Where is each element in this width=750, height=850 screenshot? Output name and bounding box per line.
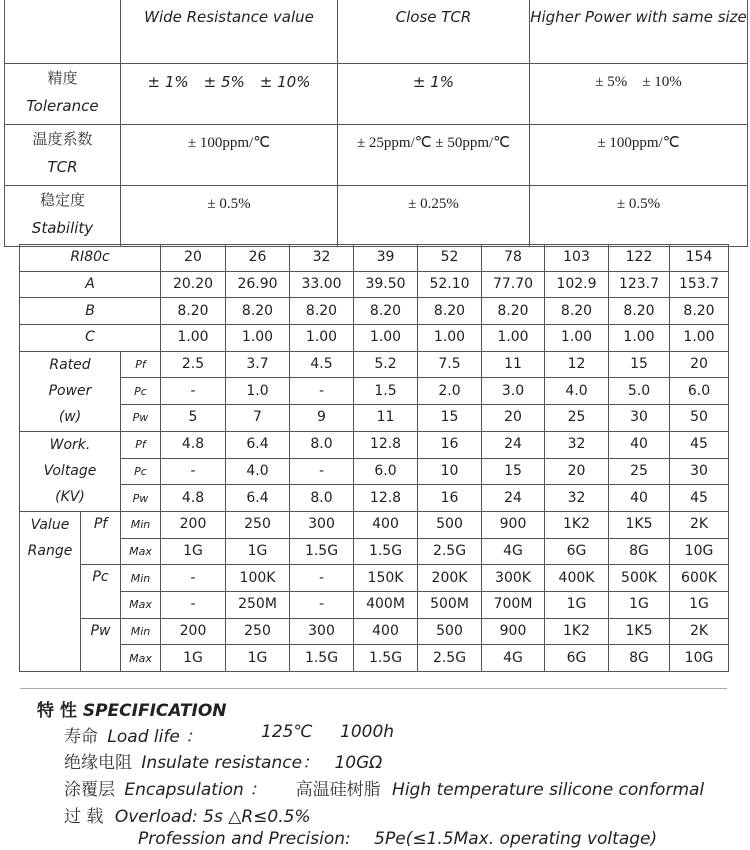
value-cell: 4.5	[290, 351, 354, 378]
tolerance-wide-value: ± 1% ± 5% ± 10%	[121, 64, 338, 125]
value-cell: 1K2	[545, 511, 609, 538]
value-cell: 4.8	[161, 431, 226, 458]
value-cell: 2K	[670, 511, 729, 538]
tolerance-higher-value: ± 5% ± 10%	[530, 64, 748, 125]
value-cell: 2.5	[161, 351, 226, 378]
rated-power-label	[20, 351, 121, 431]
value-cell: 1G	[161, 645, 226, 672]
value-cell: 8.20	[354, 298, 418, 325]
value-cell: -	[290, 565, 354, 592]
value-cell: 6G	[545, 645, 609, 672]
value-cell: 7	[226, 405, 290, 432]
value-cell: 250	[226, 618, 290, 645]
value-cell: 600K	[670, 565, 729, 592]
value-cell: -	[161, 378, 226, 405]
value-cell: 1G	[545, 591, 609, 618]
value-cell: 32	[545, 485, 609, 512]
work-voltage-sub-label: Pf	[121, 431, 161, 458]
rated-power-row-pw	[20, 405, 729, 432]
work-voltage-row-pf	[20, 431, 729, 458]
work-voltage-label-line: Voltage	[43, 462, 97, 479]
value-cell: 16	[418, 485, 482, 512]
stability-label: 稳定度 Stability	[5, 186, 121, 247]
stability-wide-value: ± 0.5%	[121, 186, 338, 247]
min-max-label: Min	[121, 618, 161, 645]
size-header-cell: 52	[418, 245, 482, 272]
value-cell: 8G	[609, 538, 670, 565]
value-cell: 33.00	[290, 271, 354, 298]
value-cell: 5.2	[354, 351, 418, 378]
dim-row-c	[20, 325, 729, 352]
value-cell: 500	[418, 511, 482, 538]
value-cell: 1.5G	[290, 645, 354, 672]
value-cell: 20.20	[161, 271, 226, 298]
rated-power-row-pc	[20, 378, 729, 405]
value-cell: 153.7	[670, 271, 729, 298]
size-header-cell: 103	[545, 245, 609, 272]
value-cell: 200	[161, 511, 226, 538]
value-cell: 8.0	[290, 431, 354, 458]
value-cell: 50	[670, 405, 729, 432]
value-cell: 8.20	[161, 298, 226, 325]
value-range-label-line: Range	[27, 542, 73, 559]
value-cell: 25	[609, 458, 670, 485]
rated-power-label-line: Power	[48, 382, 92, 399]
value-cell: 8.20	[418, 298, 482, 325]
value-cell: 8.20	[609, 298, 670, 325]
comparison-header-row	[5, 0, 748, 64]
work-voltage-row-pc	[20, 458, 729, 485]
value-cell: 30	[609, 405, 670, 432]
tcr-wide-value: ± 100ppm/℃	[121, 125, 338, 186]
value-range-row	[20, 538, 729, 565]
value-cell: 1K2	[545, 618, 609, 645]
stability-close-value: ± 0.25%	[338, 186, 530, 247]
value-cell: 8.20	[545, 298, 609, 325]
value-cell: 4G	[482, 645, 545, 672]
work-voltage-row-pw	[20, 485, 729, 512]
header-higher-power: Higher Power with same size	[530, 0, 748, 64]
model-label: RI80c	[20, 245, 161, 272]
specification-title: 特 性 SPECIFICATION	[37, 701, 227, 721]
value-cell: -	[161, 458, 226, 485]
tcr-higher-value: ± 100ppm/℃	[530, 125, 748, 186]
value-cell: 25	[545, 405, 609, 432]
rated-power-label-line: (w)	[58, 408, 82, 425]
value-range-group-label: Pf	[81, 511, 121, 564]
comparison-table	[4, 0, 748, 247]
value-cell: 1K5	[609, 511, 670, 538]
dim-row-b	[20, 298, 729, 325]
value-cell: 200	[161, 618, 226, 645]
value-cell: 1.00	[226, 325, 290, 352]
min-max-label: Min	[121, 565, 161, 592]
value-cell: 6.4	[226, 431, 290, 458]
value-cell: 400	[354, 511, 418, 538]
value-cell: 7.5	[418, 351, 482, 378]
tcr-row	[5, 125, 748, 186]
value-cell: 12.8	[354, 485, 418, 512]
rated-power-label-line: Rated	[49, 356, 91, 373]
value-cell: 16	[418, 431, 482, 458]
rated-power-sub-label: Pc	[121, 378, 161, 405]
dim-label: B	[20, 298, 161, 325]
value-cell: 4.8	[161, 485, 226, 512]
value-cell: 45	[670, 431, 729, 458]
value-cell: 400	[354, 618, 418, 645]
value-cell: 30	[670, 458, 729, 485]
value-cell: 10G	[670, 538, 729, 565]
value-cell: 150K	[354, 565, 418, 592]
value-cell: 40	[609, 431, 670, 458]
min-max-label: Min	[121, 511, 161, 538]
size-header-cell: 20	[161, 245, 226, 272]
value-cell: 1K5	[609, 618, 670, 645]
value-cell: 700M	[482, 591, 545, 618]
value-range-label	[20, 511, 81, 671]
value-cell: 1G	[226, 645, 290, 672]
work-voltage-label-line: Work.	[49, 436, 91, 453]
value-cell: 5	[161, 405, 226, 432]
value-cell: 3.0	[482, 378, 545, 405]
dim-label: A	[20, 271, 161, 298]
value-cell: 5.0	[609, 378, 670, 405]
work-voltage-label	[20, 431, 121, 511]
value-cell: 500K	[609, 565, 670, 592]
value-cell: 26.90	[226, 271, 290, 298]
value-cell: 32	[545, 431, 609, 458]
value-cell: 1.00	[161, 325, 226, 352]
rated-power-sub-label: Pf	[121, 351, 161, 378]
value-cell: 10G	[670, 645, 729, 672]
value-cell: 10	[418, 458, 482, 485]
value-cell: 200K	[418, 565, 482, 592]
value-cell: 24	[482, 485, 545, 512]
tolerance-label: 精度 Tolerance	[5, 64, 121, 125]
value-cell: 2.0	[418, 378, 482, 405]
size-header-cell: 78	[482, 245, 545, 272]
min-max-label: Max	[121, 645, 161, 672]
value-cell: 1.5G	[354, 538, 418, 565]
value-range-row	[20, 645, 729, 672]
size-header-cell: 26	[226, 245, 290, 272]
value-cell: 1.00	[354, 325, 418, 352]
value-cell: 400M	[354, 591, 418, 618]
section-divider	[20, 688, 727, 689]
value-cell: 500	[418, 618, 482, 645]
dim-label: C	[20, 325, 161, 352]
value-cell: 1.00	[290, 325, 354, 352]
tcr-close-value: ± 25ppm/℃ ± 50ppm/℃	[338, 125, 530, 186]
value-range-label-line: Value	[30, 516, 70, 533]
value-cell: 102.9	[545, 271, 609, 298]
load-life-line: 寿命 Load life ： 125℃ 1000h	[64, 722, 395, 747]
value-cell: 3.7	[226, 351, 290, 378]
value-cell: 250	[226, 511, 290, 538]
value-cell: 15	[609, 351, 670, 378]
value-cell: 1.00	[609, 325, 670, 352]
value-cell: 40	[609, 485, 670, 512]
value-cell: 300K	[482, 565, 545, 592]
value-cell: 20	[545, 458, 609, 485]
value-cell: 8.20	[226, 298, 290, 325]
value-cell: 1G	[670, 591, 729, 618]
value-cell: 45	[670, 485, 729, 512]
spec-table	[19, 244, 729, 672]
size-header-row	[20, 245, 729, 272]
value-cell: 12.8	[354, 431, 418, 458]
value-cell: 1G	[161, 538, 226, 565]
value-cell: 1.00	[482, 325, 545, 352]
value-range-group-label: Pw	[81, 618, 121, 671]
min-max-label: Max	[121, 538, 161, 565]
size-header-cell: 122	[609, 245, 670, 272]
value-cell: 100K	[226, 565, 290, 592]
value-range-row	[20, 591, 729, 618]
value-cell: 8.20	[290, 298, 354, 325]
value-cell: 1.5	[354, 378, 418, 405]
value-cell: 6.4	[226, 485, 290, 512]
value-cell: 4.0	[545, 378, 609, 405]
dim-row-a	[20, 271, 729, 298]
value-cell: 900	[482, 511, 545, 538]
value-range-group-label: Pc	[81, 565, 121, 618]
value-cell: -	[290, 458, 354, 485]
value-cell: 15	[418, 405, 482, 432]
value-cell: 11	[482, 351, 545, 378]
header-close-tcr: Close TCR	[338, 0, 530, 64]
value-cell: 500M	[418, 591, 482, 618]
value-cell: 12	[545, 351, 609, 378]
value-cell: 1G	[226, 538, 290, 565]
value-cell: 400K	[545, 565, 609, 592]
value-cell: 4.0	[226, 458, 290, 485]
rated-power-sub-label: Pw	[121, 405, 161, 432]
value-cell: 52.10	[418, 271, 482, 298]
value-cell: 20	[482, 405, 545, 432]
work-voltage-sub-label: Pc	[121, 458, 161, 485]
value-cell: -	[290, 378, 354, 405]
value-cell: 8.20	[482, 298, 545, 325]
size-header-cell: 154	[670, 245, 729, 272]
value-range-row	[20, 618, 729, 645]
size-header-cell: 39	[354, 245, 418, 272]
value-cell: 77.70	[482, 271, 545, 298]
value-cell: 8G	[609, 645, 670, 672]
value-cell: 300	[290, 618, 354, 645]
stability-higher-value: ± 0.5%	[530, 186, 748, 247]
value-range-row	[20, 565, 729, 592]
overload-line: 过 载 Overload: 5s △R≤0.5%	[64, 807, 311, 827]
work-voltage-label-line: (KV)	[55, 488, 85, 505]
header-corner-cell	[5, 0, 121, 64]
min-max-label: Max	[121, 591, 161, 618]
value-cell: 8.20	[670, 298, 729, 325]
value-cell: 39.50	[354, 271, 418, 298]
value-cell: 24	[482, 431, 545, 458]
value-cell: 6.0	[354, 458, 418, 485]
work-voltage-sub-label: Pw	[121, 485, 161, 512]
tcr-label: 温度系数 TCR	[5, 125, 121, 186]
insulate-line: 绝缘电阻 Insulate resistance： 10GΩ	[64, 753, 383, 773]
tolerance-close-value: ± 1%	[338, 64, 530, 125]
value-cell: -	[161, 591, 226, 618]
value-cell: 6.0	[670, 378, 729, 405]
value-cell: 1.5G	[290, 538, 354, 565]
value-cell: 123.7	[609, 271, 670, 298]
stability-row	[5, 186, 748, 247]
value-cell: 900	[482, 618, 545, 645]
value-cell: 11	[354, 405, 418, 432]
encapsulation-line: 涂覆层 Encapsulation ： 高温硅树脂 High temperature silicone conformal	[64, 780, 705, 800]
value-cell: 250M	[226, 591, 290, 618]
value-cell: 20	[670, 351, 729, 378]
value-cell: 6G	[545, 538, 609, 565]
value-cell: -	[290, 591, 354, 618]
value-cell: 300	[290, 511, 354, 538]
value-cell: 8.0	[290, 485, 354, 512]
rated-power-row-pf	[20, 351, 729, 378]
value-cell: 1.0	[226, 378, 290, 405]
value-cell: 15	[482, 458, 545, 485]
value-cell: 1.00	[670, 325, 729, 352]
value-cell: 4G	[482, 538, 545, 565]
value-cell: 2K	[670, 618, 729, 645]
value-cell: 2.5G	[418, 645, 482, 672]
header-wide-resistance: Wide Resistance value	[121, 0, 338, 64]
tolerance-row	[5, 64, 748, 125]
value-cell: 1.00	[545, 325, 609, 352]
profession-line: Profession and Precision: 5Pe(≤1.5Max. operating voltage)	[138, 829, 658, 849]
value-cell: -	[161, 565, 226, 592]
value-cell: 1.5G	[354, 645, 418, 672]
value-cell: 9	[290, 405, 354, 432]
value-range-row	[20, 511, 729, 538]
value-cell: 1.00	[418, 325, 482, 352]
size-header-cell: 32	[290, 245, 354, 272]
value-cell: 1G	[609, 591, 670, 618]
value-cell: 2.5G	[418, 538, 482, 565]
